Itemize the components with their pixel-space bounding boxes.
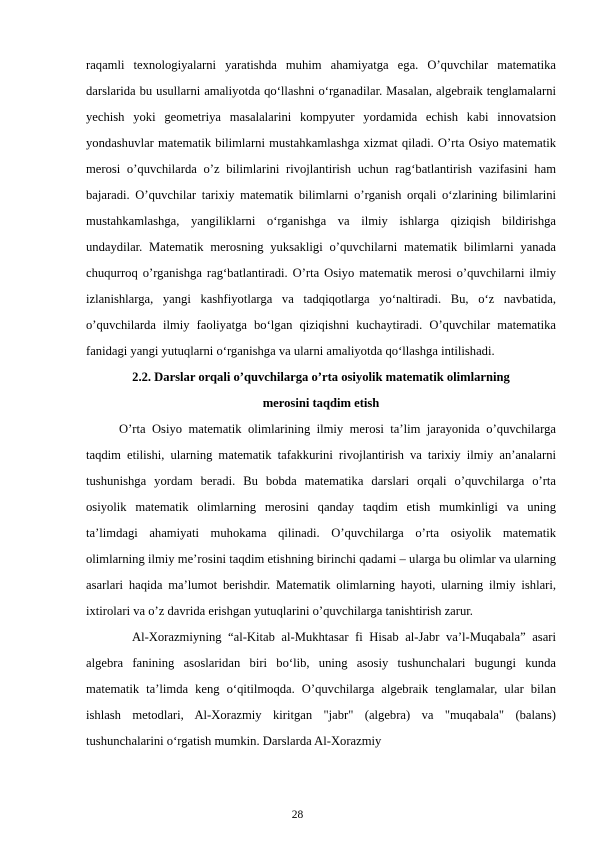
paragraph-intro: O’rta Osiyo matematik olimlarining ilmiy merosi ta’lim jarayonida o’quvchilarga taqdim etilishi, ularning matematik tafakkurini rivojlantirish va tarixiy ilmiy an’analarni tushunishga yordam beradi. Bu bobda matematika darslari orqali o’quvchilarga o’rta osiyolik matematik olimlarning merosini qanday taqdim etish mumkinligi va uning ta’limdagi ahamiyati muhokama qilinadi. O’quvchilarga o’rta osiyolik matematik olimlarning ilmiy me’rosini taqdim etishning birinchi qadami – ularga bu olimlar va ularning asarlari haqida ma’lumot berishdir. Matematik olimlarning hayoti, ularning ilmiy ishlari, ixtirolari va o’z davrida erishgan yutuqlarini o’quvchilarga tanishtirish zarur. xyxy=(86,422,556,618)
section-heading xyxy=(86,364,556,416)
page-content xyxy=(86,52,556,754)
paragraph-continuation: raqamli texnologiyalarni yaratishda muhim ahamiyatga ega. O’quvchilar matematika darslarida bu usullarni amaliyotda qo‘llashni o‘rganadilar. Masalan, algebraik tenglamalarni yechish yoki geometriya masalalarini kompyuter yordamida echish kabi innovatsion yondashuvlar matematik bilimlarni mustahkamlashga xizmat qiladi. O’rta Osiyo matematik merosi o’quvchilarda o’z bilimlarini rivojlantirish uchun rag‘batlantirish vazifasini ham bajaradi. O’quvchilar tarixiy matematik bilimlarni o’rganish orqali o‘zlarining bilimlarini mustahkamlashga, yangiliklarni o‘rganishga va ilmiy ishlarga qiziqish bildirishga undaydilar. Matematik merosning yuksakligi o’quvchilarni matematik bilimlarni yanada chuqurroq o’rganishga rag‘batlantiradi. O’rta Osiyo matematik merosi o’quvchilarni ilmiy izlanishlarga, yangi kashfiyotlarga va tadqiqotlarga yo‘naltiradi. Bu, o‘z navbatida, o’quvchilarda ilmiy faoliyatga bo‘lgan qiziqishni kuchaytiradi. O’quvchilar matematika fanidagi yangi yutuqlarni o‘rganishga va ularni amaliyotda qo‘llashga intilishadi. xyxy=(86,58,556,358)
page-number: 28 xyxy=(291,809,304,821)
section-heading-line-1: 2.2. Darslar orqali o’quvchilarga o’rta osiyolik matematik olimlarning xyxy=(132,370,510,384)
paragraph-al-xorazmiy: Al-Xorazmiyning “al-Kitab al-Mukhtasar fi Hisab al-Jabr va’l-Muqabala” asari algebra fanining asoslaridan biri bo‘lib, uning asosiy tushunchalari bugungi kunda matematik ta’limda keng o‘qitilmoqda. O’quvchilarga algebraik tenglamalar, ular bilan ishlash metodlari, Al-Xorazmiy kiritgan "jabr" (algebra) va "muqabala" (balans) tushunchalarini o‘rgatish mumkin. Darslarda Al-Xorazmiy xyxy=(86,630,556,748)
section-heading-line-2: merosini taqdim etish xyxy=(262,396,380,410)
